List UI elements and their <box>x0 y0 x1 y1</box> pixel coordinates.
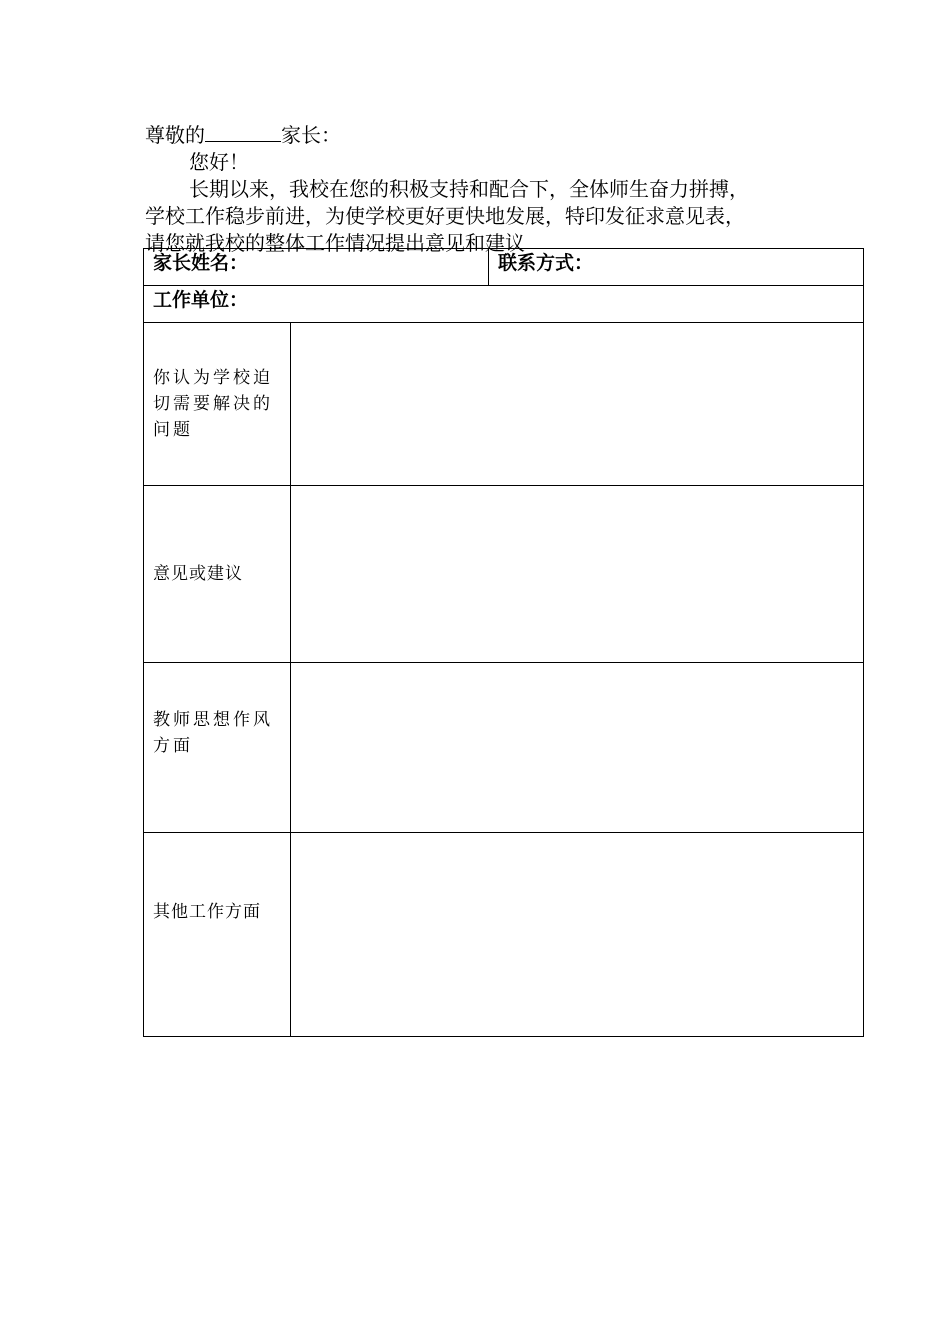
body-line-3: 请您就我校的整体工作情况提出意见和建议 <box>145 231 525 255</box>
form-row-urgent-issues <box>144 323 864 486</box>
form-row-other-work <box>144 833 864 1037</box>
teacher-conduct-answer-cell[interactable] <box>291 663 864 833</box>
salutation-line <box>145 122 865 149</box>
teacher-conduct-label: 教师思想作风方面 <box>144 663 291 833</box>
form-row-suggestions <box>144 486 864 663</box>
parent-name-label: 家长姓名： <box>153 252 249 274</box>
form-row-parent-info <box>144 249 864 286</box>
work-unit-label: 工作单位： <box>153 289 249 311</box>
salutation-prefix: 尊敬的 <box>145 123 205 147</box>
feedback-form-table <box>143 248 864 1037</box>
urgent-issues-answer-cell[interactable] <box>291 323 864 486</box>
body-line-2: 学校工作稳步前进，为使学校更好更快地发展，特印发征求意见表， <box>145 204 745 228</box>
urgent-issues-label: 你认为学校迫切需要解决的问题 <box>144 323 291 486</box>
greeting: 您好！ <box>189 150 249 174</box>
work-unit-cell[interactable] <box>144 286 864 323</box>
contact-cell[interactable] <box>489 249 864 286</box>
name-blank <box>205 123 281 142</box>
other-work-label: 其他工作方面 <box>144 833 291 1037</box>
parent-name-cell[interactable] <box>144 249 489 286</box>
contact-label: 联系方式： <box>498 252 594 274</box>
suggestions-label: 意见或建议 <box>144 486 291 663</box>
salutation-suffix: 家长： <box>281 123 341 147</box>
form-row-work-unit <box>144 286 864 323</box>
letter-intro <box>145 122 865 257</box>
other-work-answer-cell[interactable] <box>291 833 864 1037</box>
suggestions-answer-cell[interactable] <box>291 486 864 663</box>
form-row-teacher-conduct <box>144 663 864 833</box>
body-line-1: 长期以来，我校在您的积极支持和配合下，全体师生奋力拼搏， <box>189 177 749 201</box>
